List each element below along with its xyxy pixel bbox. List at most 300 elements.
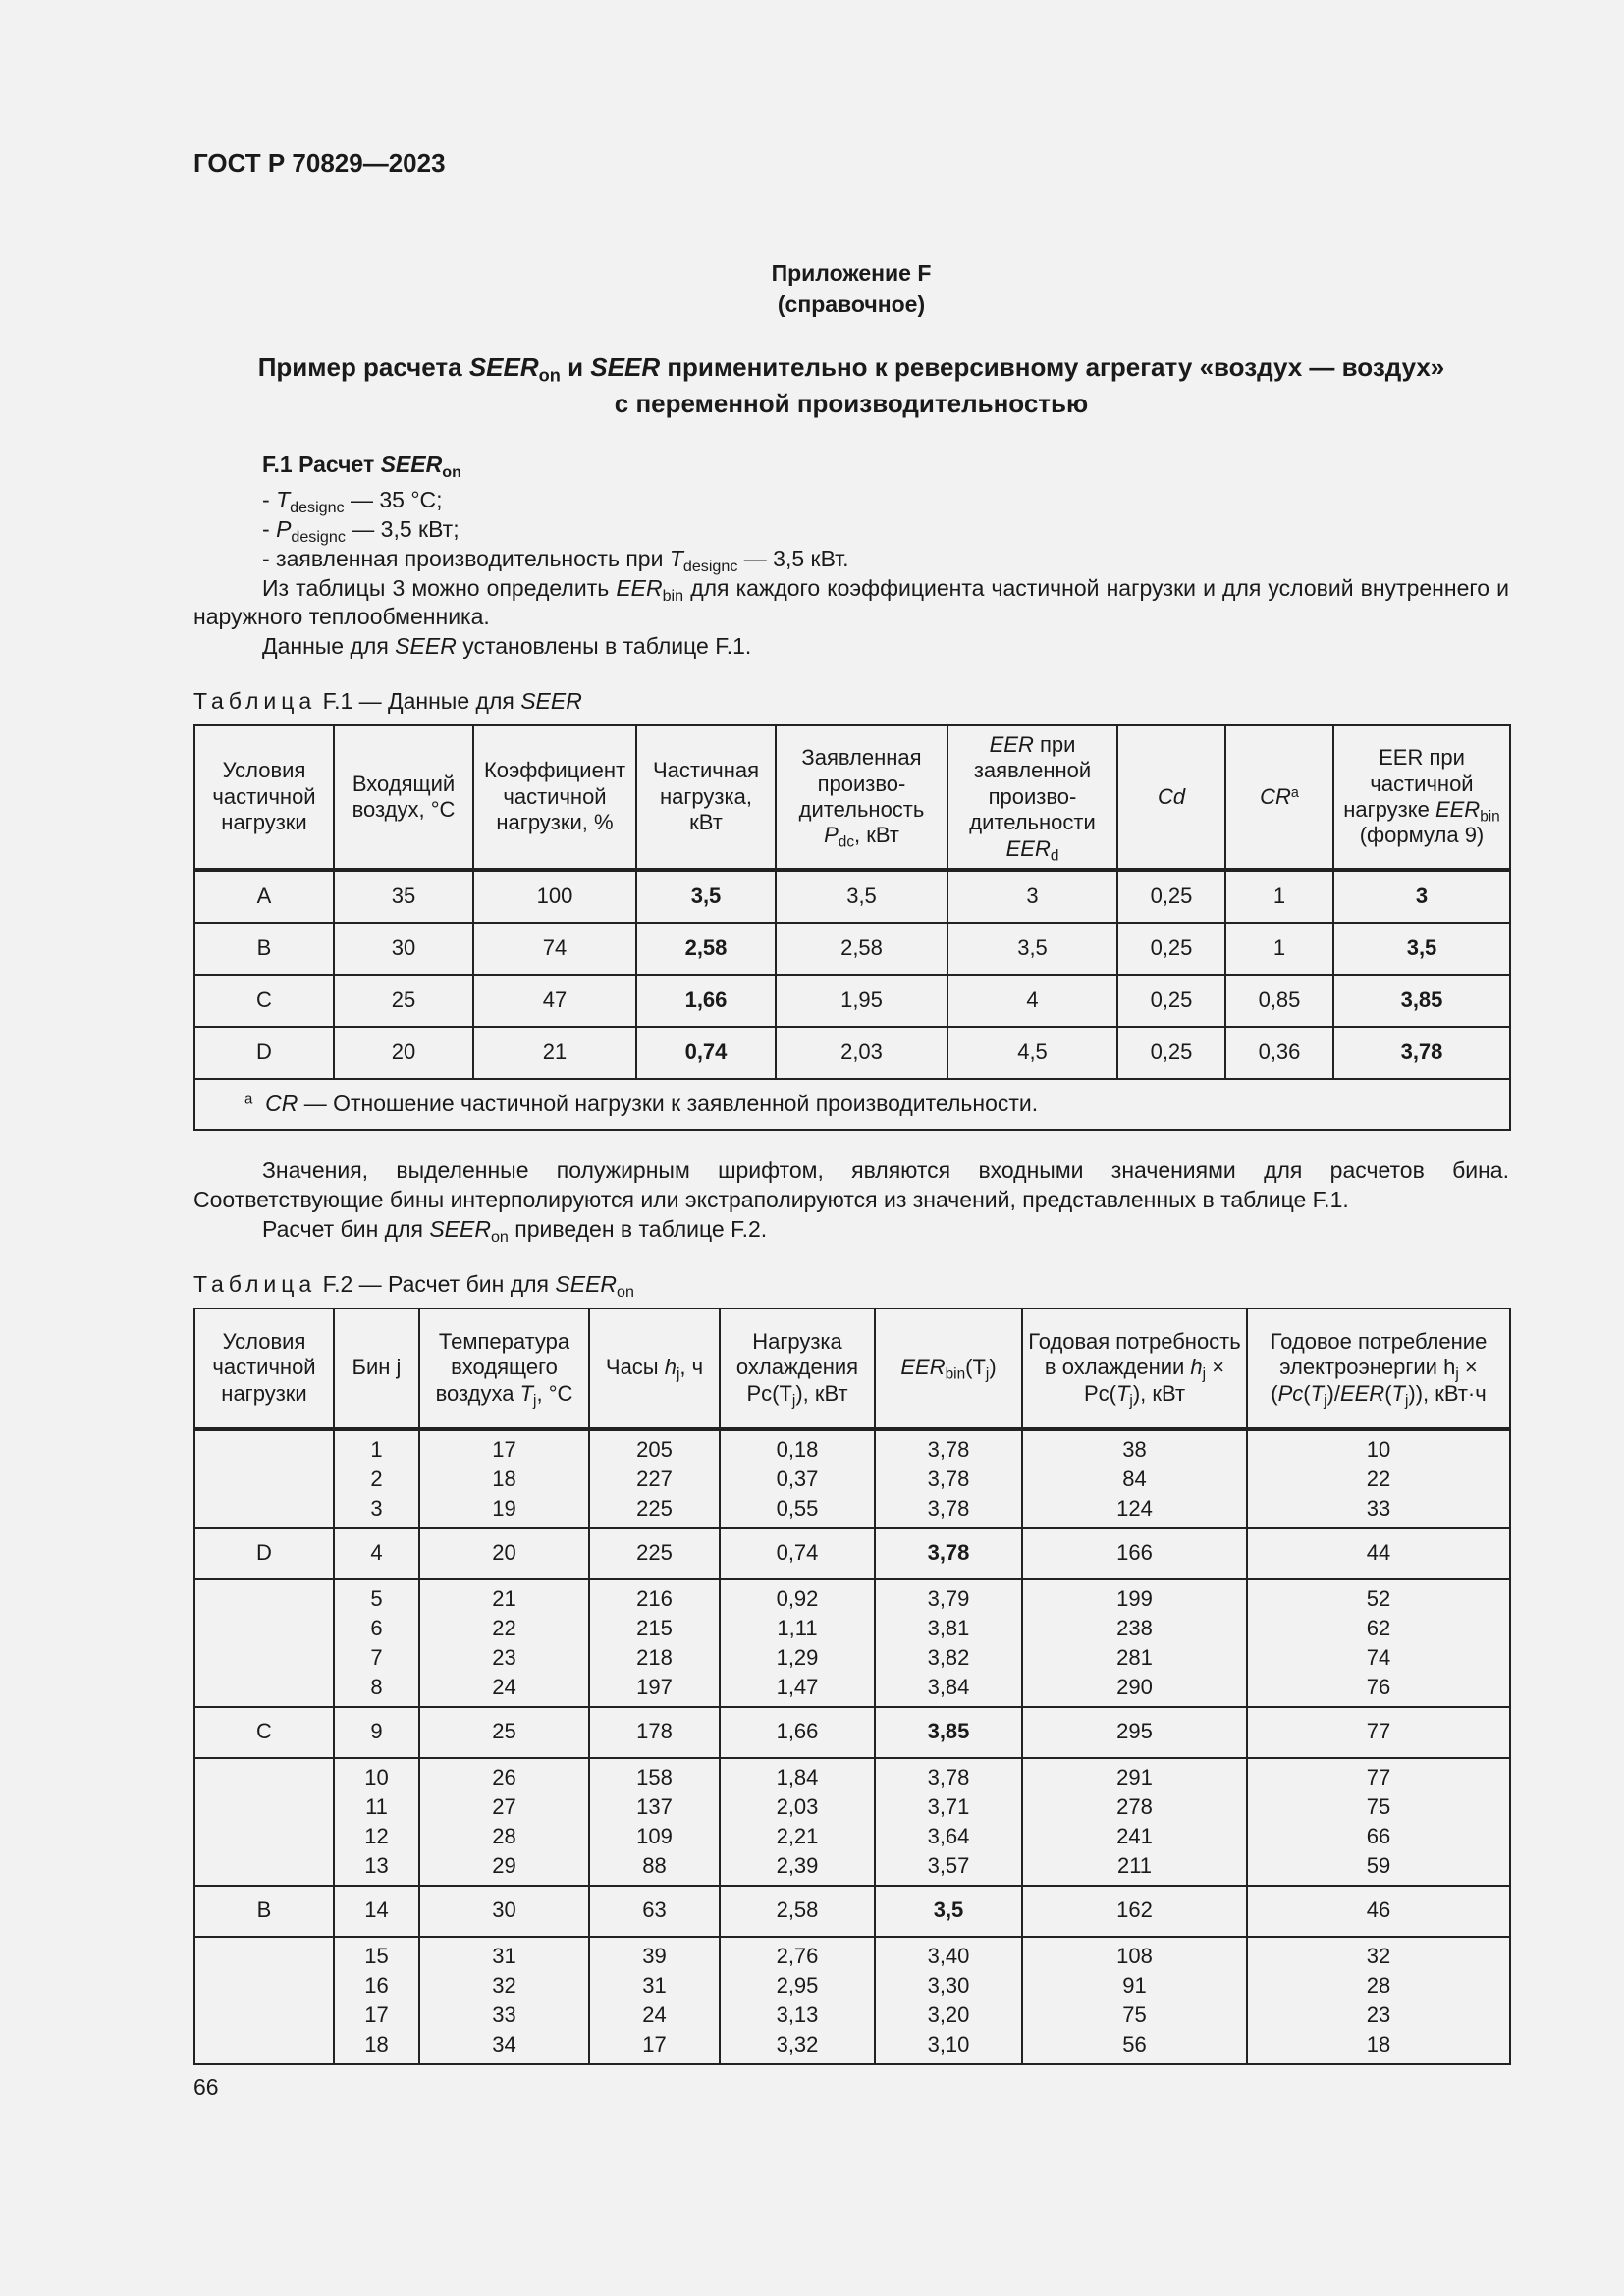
table-cell-loads	[720, 1886, 875, 1937]
header-symbol: P	[824, 823, 839, 848]
para-text: Из таблицы 3 можно определить	[262, 574, 617, 601]
table-cell-loads	[720, 1429, 875, 1528]
col-header	[1247, 1308, 1510, 1429]
header-sub: bin	[1480, 808, 1500, 826]
table-cell: 1	[1225, 923, 1333, 975]
appendix-heading	[193, 257, 1509, 320]
title-part: применительно к реверсивному агрегату «воздух — воздух»	[660, 352, 1445, 383]
table-cell: 4,5	[947, 1027, 1117, 1079]
cell-value: 8	[370, 1674, 383, 1699]
cell-value: 77	[1366, 1764, 1391, 1789]
list-sub: designc	[682, 557, 738, 575]
table-f2	[193, 1308, 1511, 2065]
table-cell-energy	[1247, 1528, 1510, 1579]
paragraph	[193, 632, 1509, 662]
table-cell-energy	[1247, 1886, 1510, 1937]
header-text: (	[1303, 1380, 1311, 1406]
header-symbol: Pc	[1277, 1380, 1304, 1406]
table-cell: 4	[947, 975, 1117, 1027]
header-sub: j	[1324, 1392, 1327, 1410]
section-heading	[193, 451, 1509, 480]
list-symbol: P	[276, 515, 292, 542]
table-cell: 2,58	[636, 923, 776, 975]
cell-value: 3,40	[927, 1943, 970, 1968]
cell-value: 66	[1366, 1823, 1391, 1848]
cell-value: 178	[636, 1719, 673, 1744]
condition-cell	[194, 1579, 334, 1707]
cell-value: 162	[1116, 1897, 1153, 1923]
header-text: × (	[1271, 1355, 1478, 1406]
cell-value: 28	[1366, 1972, 1391, 1998]
paragraph: Значения, выделенные полужирным шрифтом, являются входными значениями для расчетов бина. Соответствующие бины интерполируются или экстраполируются из значений, представленных в таблице F.1.	[193, 1157, 1509, 1212]
cell-value: 1,84	[776, 1764, 819, 1789]
header-text: , ч	[679, 1355, 704, 1380]
cell-value: 10	[364, 1764, 389, 1789]
table-cell-eer	[875, 1528, 1022, 1579]
header-text: )	[989, 1355, 997, 1380]
header-sub: j	[985, 1366, 990, 1384]
cell-value: 0,74	[776, 1540, 819, 1566]
cell-value: 74	[1366, 1644, 1391, 1670]
header-sub: j	[1202, 1366, 1207, 1384]
table-cell: 74	[473, 923, 636, 975]
title-part: Пример расчета	[257, 352, 469, 383]
header-symbol: T	[1391, 1380, 1405, 1406]
header-sub: bin	[945, 1366, 966, 1384]
header-text: (	[1384, 1380, 1392, 1406]
cell-value: 3,5	[933, 1897, 964, 1923]
cell-value: 3,78	[927, 1436, 970, 1462]
cell-value: 31	[642, 1972, 667, 1998]
cell-value: 281	[1116, 1644, 1153, 1670]
header-sub: j	[533, 1392, 537, 1410]
cell-value: 84	[1122, 1466, 1147, 1491]
caption-word: Таблица	[193, 688, 317, 715]
table-cell-eer	[875, 1429, 1022, 1528]
cell-value: 124	[1116, 1495, 1153, 1521]
col-header	[776, 725, 947, 870]
header-sub: d	[1050, 847, 1059, 865]
caption-symbol: SEER	[555, 1270, 618, 1297]
header-text: Нагрузка охлаждения Pc(T	[735, 1329, 859, 1406]
table-cell-eer	[875, 1758, 1022, 1886]
table-cell: 3	[1333, 870, 1510, 923]
cell-value: 62	[1366, 1615, 1391, 1640]
list-item	[262, 545, 1509, 574]
cell-value: 211	[1116, 1852, 1153, 1878]
header-symbol: h	[1190, 1355, 1203, 1380]
table-cell-bins	[334, 1886, 419, 1937]
table-cell: 30	[334, 923, 473, 975]
cell-value: 24	[642, 2002, 667, 2027]
table-cell-temps	[419, 1579, 589, 1707]
table-cell: 47	[473, 975, 636, 1027]
col-header: Условия частичной нагрузки	[194, 1308, 334, 1429]
cell-value: 295	[1116, 1719, 1153, 1744]
cell-value: 33	[1366, 1495, 1391, 1521]
col-header	[1333, 725, 1510, 870]
cell-value: 3,82	[927, 1644, 970, 1670]
header-symbol: T	[1310, 1380, 1325, 1406]
table-cell: B	[194, 923, 334, 975]
cell-value: 3,81	[927, 1615, 970, 1640]
col-header: Частичная нагрузка, кВт	[636, 725, 776, 870]
table-cell: 0,25	[1117, 975, 1225, 1027]
table-cell-demand	[1022, 1707, 1247, 1758]
table-cell: 3,5	[636, 870, 776, 923]
cell-value: 5	[370, 1585, 383, 1611]
header-text: Годовое потребление электроэнергии h	[1270, 1329, 1488, 1380]
cell-value: 3,71	[927, 1793, 970, 1819]
table-cell-loads	[720, 1758, 875, 1886]
cell-value: 29	[492, 1852, 516, 1878]
list-symbol: T	[669, 545, 683, 571]
table-cell-eer	[875, 1886, 1022, 1937]
footnote-symbol: CR	[265, 1091, 298, 1117]
footnote-text: — Отношение частичной нагрузки к заявленной производительности.	[298, 1091, 1039, 1117]
header-sup: a	[1290, 784, 1299, 801]
header-sub: j	[1404, 1392, 1409, 1410]
para-text: для каждого коэффициента частичной нагрузки и для условий внутреннего и наружного теплообменника.	[193, 574, 1509, 630]
header-text: Температура входящего воздуха	[435, 1329, 570, 1406]
table-row	[194, 1429, 1510, 1528]
cell-value: 59	[1366, 1852, 1391, 1878]
condition-cell: B	[194, 1886, 334, 1937]
table-cell-hours	[589, 1758, 720, 1886]
header-text: при заявленной произво-дительности	[969, 732, 1096, 835]
list-item	[262, 515, 1509, 545]
header-text: , °С	[536, 1380, 573, 1406]
col-header: Условия частичной нагрузки	[194, 725, 334, 870]
para-text: Данные для	[262, 633, 396, 660]
cell-value: 12	[364, 1823, 389, 1848]
table-cell-loads	[720, 1707, 875, 1758]
document-header: ГОСТ Р 70829—2023	[193, 148, 446, 178]
col-header: Коэффициент частичной нагрузки, %	[473, 725, 636, 870]
cell-value: 17	[492, 1436, 516, 1462]
cell-value: 77	[1366, 1719, 1391, 1744]
cell-value: 26	[492, 1764, 516, 1789]
para-text: приведен в таблице F.2.	[508, 1215, 768, 1242]
col-header	[1022, 1308, 1247, 1429]
condition-cell: C	[194, 1707, 334, 1758]
table1-caption	[193, 687, 1509, 717]
table-cell-temps	[419, 1886, 589, 1937]
header-text: ), кВт	[1132, 1380, 1186, 1406]
cell-value: 38	[1122, 1436, 1147, 1462]
cell-value: 3,78	[927, 1540, 970, 1566]
para-text: установлены в таблице F.1.	[456, 633, 752, 660]
header-text: (T	[965, 1355, 986, 1380]
cell-value: 0,55	[776, 1495, 819, 1521]
paragraph	[193, 1215, 1509, 1245]
cell-value: 2,39	[776, 1852, 819, 1878]
table-cell-temps	[419, 1937, 589, 2064]
cell-value: 216	[636, 1585, 673, 1611]
cell-value: 3,78	[927, 1764, 970, 1789]
cell-value: 3,78	[927, 1466, 970, 1491]
para-text: Расчет бин для	[262, 1215, 430, 1242]
table-cell: A	[194, 870, 334, 923]
table-cell: 20	[334, 1027, 473, 1079]
table-cell-bins	[334, 1579, 419, 1707]
list-text: -	[262, 486, 277, 512]
table-row	[194, 870, 1510, 923]
header-symbol: CR	[1260, 783, 1291, 809]
caption-text: F.2 — Расчет бин для	[316, 1270, 556, 1297]
cell-value: 27	[492, 1793, 516, 1819]
table-cell-bins	[334, 1937, 419, 2064]
cell-value: 21	[492, 1585, 516, 1611]
cell-value: 18	[364, 2031, 389, 2056]
cell-value: 225	[636, 1540, 673, 1566]
cell-value: 33	[492, 2002, 516, 2027]
header-text: EER при частичной нагрузке	[1343, 745, 1474, 823]
table-cell-demand	[1022, 1937, 1247, 2064]
header-text: (формула 9)	[1359, 823, 1485, 848]
table-cell: 3,5	[1333, 923, 1510, 975]
table-cell-hours	[589, 1429, 720, 1528]
table-cell: D	[194, 1027, 334, 1079]
cell-value: 1,29	[776, 1644, 819, 1670]
col-header	[875, 1308, 1022, 1429]
header-symbol: EER	[1435, 797, 1481, 823]
cell-value: 225	[636, 1495, 673, 1521]
cell-value: 166	[1116, 1540, 1153, 1566]
col-header	[419, 1308, 589, 1429]
cell-value: 17	[642, 2031, 667, 2056]
header-text: Заявленная произво-дительность	[798, 745, 925, 823]
cell-value: 3,84	[927, 1674, 970, 1699]
table-cell: 0,74	[636, 1027, 776, 1079]
cell-value: 278	[1116, 1793, 1153, 1819]
cell-value: 22	[492, 1615, 516, 1640]
cell-value: 9	[370, 1719, 383, 1744]
cell-value: 2	[370, 1466, 383, 1491]
para-symbol: SEER	[429, 1215, 491, 1242]
cell-value: 2,95	[776, 1972, 819, 1998]
header-text: )), кВт·ч	[1408, 1380, 1487, 1406]
cell-value: 1,11	[777, 1615, 818, 1640]
table-cell-loads	[720, 1528, 875, 1579]
cell-value: 227	[636, 1466, 673, 1491]
header-symbol: T	[519, 1380, 534, 1406]
col-header	[720, 1308, 875, 1429]
cell-value: 19	[492, 1495, 516, 1521]
para-symbol: EER	[616, 574, 663, 601]
cell-value: 1,66	[776, 1719, 819, 1744]
table-cell-demand	[1022, 1429, 1247, 1528]
cell-value: 0,37	[776, 1466, 819, 1491]
table-cell-bins	[334, 1429, 419, 1528]
cell-value: 16	[364, 1972, 389, 1998]
cell-value: 108	[1116, 1943, 1153, 1968]
cell-value: 25	[492, 1719, 516, 1744]
table-cell-temps	[419, 1758, 589, 1886]
col-header: Бин j	[334, 1308, 419, 1429]
list-sub: designc	[290, 498, 345, 516]
table-cell: 21	[473, 1027, 636, 1079]
cell-value: 7	[370, 1644, 383, 1670]
cell-value: 3,64	[927, 1823, 970, 1848]
table-cell: 35	[334, 870, 473, 923]
cell-value: 238	[1116, 1615, 1153, 1640]
table-cell: 0,85	[1225, 975, 1333, 1027]
cell-value: 28	[492, 1823, 516, 1848]
table-cell-demand	[1022, 1758, 1247, 1886]
cell-value: 3,10	[927, 2031, 970, 2056]
condition-cell	[194, 1937, 334, 2064]
cell-value: 137	[636, 1793, 673, 1819]
header-symbol: EER	[1005, 835, 1051, 861]
table-cell-hours	[589, 1937, 720, 2064]
table-row	[194, 923, 1510, 975]
cell-value: 30	[492, 1897, 516, 1923]
list-text: — 3,5 кВт;	[345, 515, 460, 542]
cell-value: 20	[492, 1540, 516, 1566]
table-cell-demand	[1022, 1579, 1247, 1707]
table-cell-energy	[1247, 1707, 1510, 1758]
table-cell-energy	[1247, 1937, 1510, 2064]
parameter-list	[193, 486, 1509, 574]
cell-value: 76	[1366, 1674, 1391, 1699]
paragraph	[193, 574, 1509, 633]
cell-value: 46	[1366, 1897, 1391, 1923]
cell-value: 3,85	[927, 1719, 970, 1744]
condition-cell	[194, 1429, 334, 1528]
table-row	[194, 1758, 1510, 1886]
caption-word: Таблица	[193, 1270, 317, 1297]
table-row	[194, 1707, 1510, 1758]
table-note-row	[194, 1079, 1510, 1130]
list-sub: designc	[291, 527, 346, 546]
col-header	[947, 725, 1117, 870]
header-text: Часы	[605, 1355, 665, 1380]
header-sub: j	[676, 1366, 680, 1384]
table-cell-loads	[720, 1579, 875, 1707]
cell-value: 23	[492, 1644, 516, 1670]
title-part: SEER	[590, 352, 661, 383]
cell-value: 290	[1116, 1674, 1153, 1699]
appendix-name: Приложение F	[771, 259, 932, 286]
document-page	[193, 147, 1509, 2065]
cell-value: 10	[1366, 1436, 1391, 1462]
list-symbol: T	[276, 486, 291, 512]
para-sub: bin	[662, 586, 684, 605]
table-cell-temps	[419, 1429, 589, 1528]
cell-value: 13	[364, 1852, 389, 1878]
page-number: 66	[193, 2074, 219, 2100]
cell-value: 24	[492, 1674, 516, 1699]
cell-value: 3,13	[776, 2002, 819, 2027]
table-cell-demand	[1022, 1528, 1247, 1579]
cell-value: 197	[636, 1674, 673, 1699]
table-cell-demand	[1022, 1886, 1247, 1937]
cell-value: 31	[492, 1943, 516, 1968]
cell-value: 52	[1366, 1585, 1391, 1611]
header-text: × Pc(	[1083, 1355, 1225, 1406]
table-cell-eer	[875, 1937, 1022, 2064]
cell-value: 199	[1116, 1585, 1153, 1611]
cell-value: 3,57	[927, 1852, 970, 1878]
table-cell: 0,25	[1117, 923, 1225, 975]
cell-value: 22	[1366, 1466, 1391, 1491]
table-cell: 2,03	[776, 1027, 947, 1079]
cell-value: 2,21	[776, 1823, 819, 1848]
header-sub: j	[1455, 1366, 1459, 1384]
table-row	[194, 1579, 1510, 1707]
table-cell: 100	[473, 870, 636, 923]
cell-value: 18	[1366, 2031, 1391, 2056]
cell-value: 32	[1366, 1943, 1391, 1968]
table-cell-loads	[720, 1937, 875, 2064]
condition-cell: D	[194, 1528, 334, 1579]
cell-value: 3,78	[927, 1495, 970, 1521]
cell-value: 2,76	[776, 1943, 819, 1968]
cell-value: 2,58	[776, 1897, 819, 1923]
table-header-row	[194, 1308, 1510, 1429]
cell-value: 4	[370, 1540, 383, 1566]
table-cell: 0,36	[1225, 1027, 1333, 1079]
table-row	[194, 975, 1510, 1027]
cell-value: 109	[636, 1823, 673, 1848]
footnote-mark: a	[244, 1091, 253, 1108]
table-row	[194, 1886, 1510, 1937]
list-text: — 35 °С;	[344, 486, 443, 512]
cell-value: 205	[636, 1436, 673, 1462]
cell-value: 215	[636, 1615, 673, 1640]
header-symbol: T	[1115, 1380, 1130, 1406]
table-cell: 2,58	[776, 923, 947, 975]
section-number: F.1 Расчет	[262, 451, 381, 477]
table-cell: 0,25	[1117, 1027, 1225, 1079]
table-header-row	[194, 725, 1510, 870]
table-cell-energy	[1247, 1758, 1510, 1886]
table-cell-bins	[334, 1528, 419, 1579]
cell-value: 11	[365, 1793, 388, 1819]
table-cell: 3,85	[1333, 975, 1510, 1027]
title-sub: on	[538, 365, 561, 386]
cell-value: 88	[642, 1852, 667, 1878]
cell-value: 23	[1366, 2002, 1391, 2027]
list-text: — 3,5 кВт.	[737, 545, 849, 571]
cell-value: 34	[492, 2031, 516, 2056]
cell-value: 241	[1116, 1823, 1153, 1848]
table-row	[194, 1027, 1510, 1079]
col-header	[1225, 725, 1333, 870]
title-line-2: с переменной производительностью	[614, 388, 1089, 418]
table2-caption	[193, 1270, 1509, 1300]
cell-value: 44	[1366, 1540, 1391, 1566]
cell-value: 1	[370, 1436, 383, 1462]
cell-value: 3,79	[927, 1585, 970, 1611]
col-header: Cd	[1117, 725, 1225, 870]
cell-value: 0,92	[776, 1585, 819, 1611]
appendix-type: (справочное)	[777, 291, 926, 317]
table-cell-temps	[419, 1707, 589, 1758]
table-cell-energy	[1247, 1579, 1510, 1707]
cell-value: 32	[492, 1972, 516, 1998]
table-row	[194, 1937, 1510, 2064]
table-footnote	[194, 1079, 1510, 1130]
para-symbol: SEER	[395, 633, 457, 660]
table-cell-hours	[589, 1707, 720, 1758]
col-header: Входящий воздух, °С	[334, 725, 473, 870]
header-symbol: EER	[1339, 1380, 1385, 1406]
list-text: - заявленная производительность при	[262, 545, 670, 571]
cell-value: 3,20	[927, 2002, 970, 2027]
title-part: SEER	[468, 352, 539, 383]
